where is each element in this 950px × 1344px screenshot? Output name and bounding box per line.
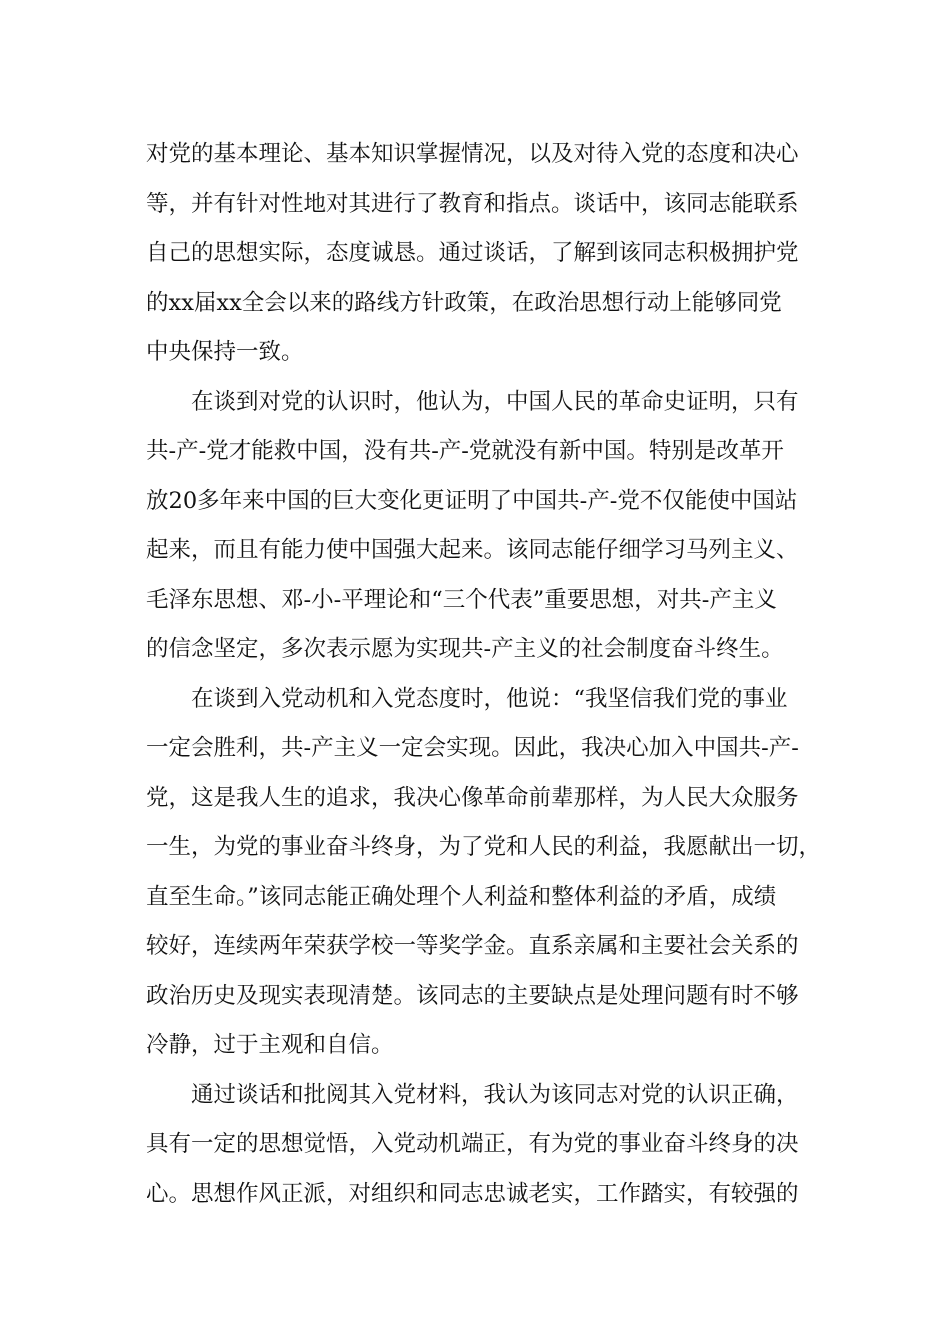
text-line: 毛泽东思想、邓-小-平理论和“三个代表”重要思想，对共-产主义 <box>146 586 777 613</box>
text-line: 具有一定的思想觉悟，入党动机端正，有为党的事业奋斗终身的决 <box>146 1131 799 1157</box>
text-line: 起来，而且有能力使中国强大起来。该同志能仔细学习马列主义、 <box>146 537 799 563</box>
text-line: 一生，为党的事业奋斗终身，为了党和人民的利益，我愿献出一切， <box>146 834 822 860</box>
text-line: 共-产-党才能救中国，没有共-产-党就没有新中国。特别是改革开 <box>146 438 784 464</box>
text-line: 自己的思想实际，态度诚恳。通过谈话，了解到该同志积极拥护党 <box>146 240 799 266</box>
text-line: 的xx届xx全会以来的路线方针政策，在政治思想行动上能够同党 <box>146 289 782 316</box>
text-line: 冷静，过于主观和自信。 <box>146 1032 394 1058</box>
text-line: 心。思想作风正派，对组织和同志忠诚老实，工作踏实，有较强的 <box>146 1180 799 1207</box>
document-body <box>146 130 826 1219</box>
text-line: 一定会胜利，共-产主义一定会实现。因此，我决心加入中国共-产- <box>146 735 799 761</box>
text-line: 放20多年来中国的巨大变化更证明了中国共-产-党不仅能使中国站 <box>146 487 798 514</box>
text-line: 的信念坚定，多次表示愿为实现共-产主义的社会制度奋斗终生。 <box>146 636 784 662</box>
text-line: 等，并有针对性地对其进行了教育和指点。谈话中，该同志能联系 <box>146 190 799 217</box>
text-line: 党，这是我人生的追求，我决心像革命前辈那样，为人民大众服务 <box>146 784 799 811</box>
paragraph-first-line: 通过谈话和批阅其入党材料，我认为该同志对党的认识正确， <box>191 1081 799 1108</box>
text-line: 直至生命。”该同志能正确处理个人利益和整体利益的矛盾，成绩 <box>146 883 777 910</box>
text-line: 政治历史及现实表现清楚。该同志的主要缺点是处理问题有时不够 <box>146 982 799 1009</box>
paragraph-first-line: 在谈到入党动机和入党态度时，他说：“我坚信我们党的事业 <box>191 685 788 712</box>
text-line: 中央保持一致。 <box>146 339 304 365</box>
text-line: 较好，连续两年荣获学校一等奖学金。直系亲属和主要社会关系的 <box>146 933 799 959</box>
paragraph-first-line: 在谈到对党的认识时，他认为，中国人民的革命史证明，只有 <box>191 388 799 415</box>
text-line: 对党的基本理论、基本知识掌握情况，以及对待入党的态度和决心 <box>146 141 799 167</box>
